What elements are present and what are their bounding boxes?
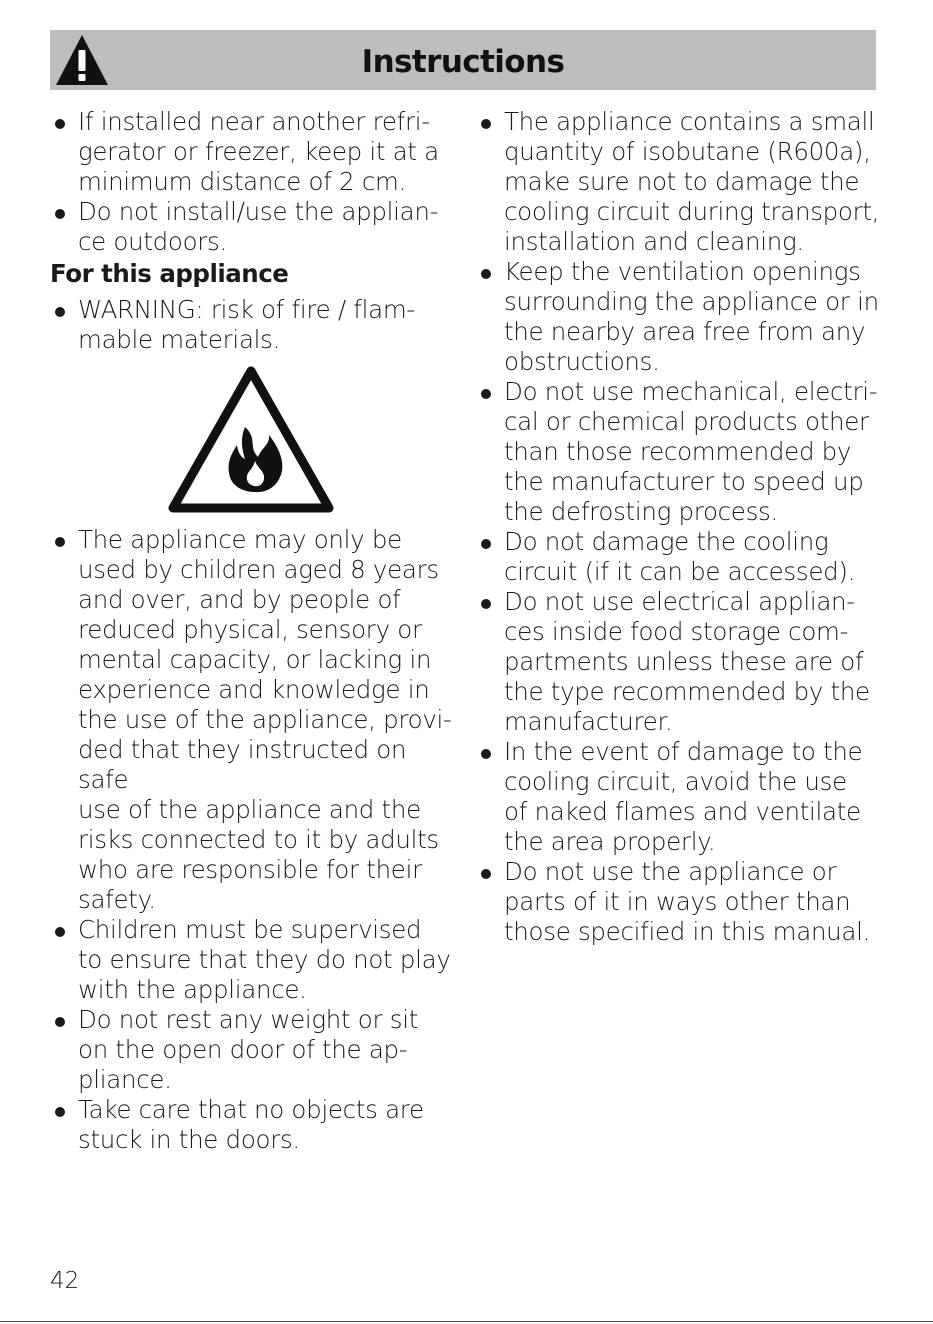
bullet-list-warning	[50, 295, 455, 355]
right-column	[476, 107, 881, 947]
page-title: Instructions	[361, 44, 565, 80]
list-item: Do not install/use the applian- ce outdoors.	[50, 197, 455, 257]
list-item: Do not use the appliance or parts of it in ways other than those specified in this manual.	[476, 857, 881, 947]
bullet-list-general	[50, 107, 455, 257]
list-item: Children must be supervised to ensure that they do not play with the appliance.	[50, 915, 455, 1005]
list-item: WARNING: risk of fire / flam- mable materials.	[50, 295, 455, 355]
page-number: 42	[50, 1268, 80, 1294]
list-item: Do not use electrical applian- ces inside food storage com- partments unless these are of the type recommended by the manufacturer.	[476, 587, 881, 737]
list-item: Keep the ventilation openings surrounding the appliance or in the nearby area free from any obstructions.	[476, 257, 881, 377]
left-column	[50, 107, 455, 1155]
page-header	[50, 30, 876, 90]
list-item: In the event of damage to the cooling circuit, avoid the use of naked flames and ventilate the area properly.	[476, 737, 881, 857]
list-item: Do not rest any weight or sit on the open door of the ap- pliance.	[50, 1005, 455, 1095]
flammable-symbol-area	[50, 355, 455, 525]
bottom-divider	[0, 1321, 933, 1322]
bullet-list-safety	[50, 525, 455, 1155]
list-item: The appliance contains a small quantity of isobutane (R600a), make sure not to damage the cooling circuit during transport, installation and cleaning.	[476, 107, 881, 257]
list-item: Do not damage the cooling circuit (if it can be accessed).	[476, 527, 881, 587]
list-item: If installed near another refri- gerator or freezer, keep it at a minimum distance of 2 cm.	[50, 107, 455, 197]
list-item: The appliance may only be used by children aged 8 years and over, and by people of reduced physical, sensory or mental capacity, or lacking in experience and knowledge in the use of the appliance, provi- ded that they instructed on safe use of the appliance and the risks connected to it by adults who are responsible for their safety.	[50, 525, 455, 915]
section-heading: For this appliance	[50, 259, 289, 288]
list-item: Do not use mechanical, electri- cal or chemical products other than those recommended by the manufacturer to speed up the defrosting process.	[476, 377, 881, 527]
flammable-warning-icon	[166, 365, 336, 515]
list-item: Take care that no objects are stuck in the doors.	[50, 1095, 455, 1155]
bullet-list-refrigerant	[476, 107, 881, 947]
